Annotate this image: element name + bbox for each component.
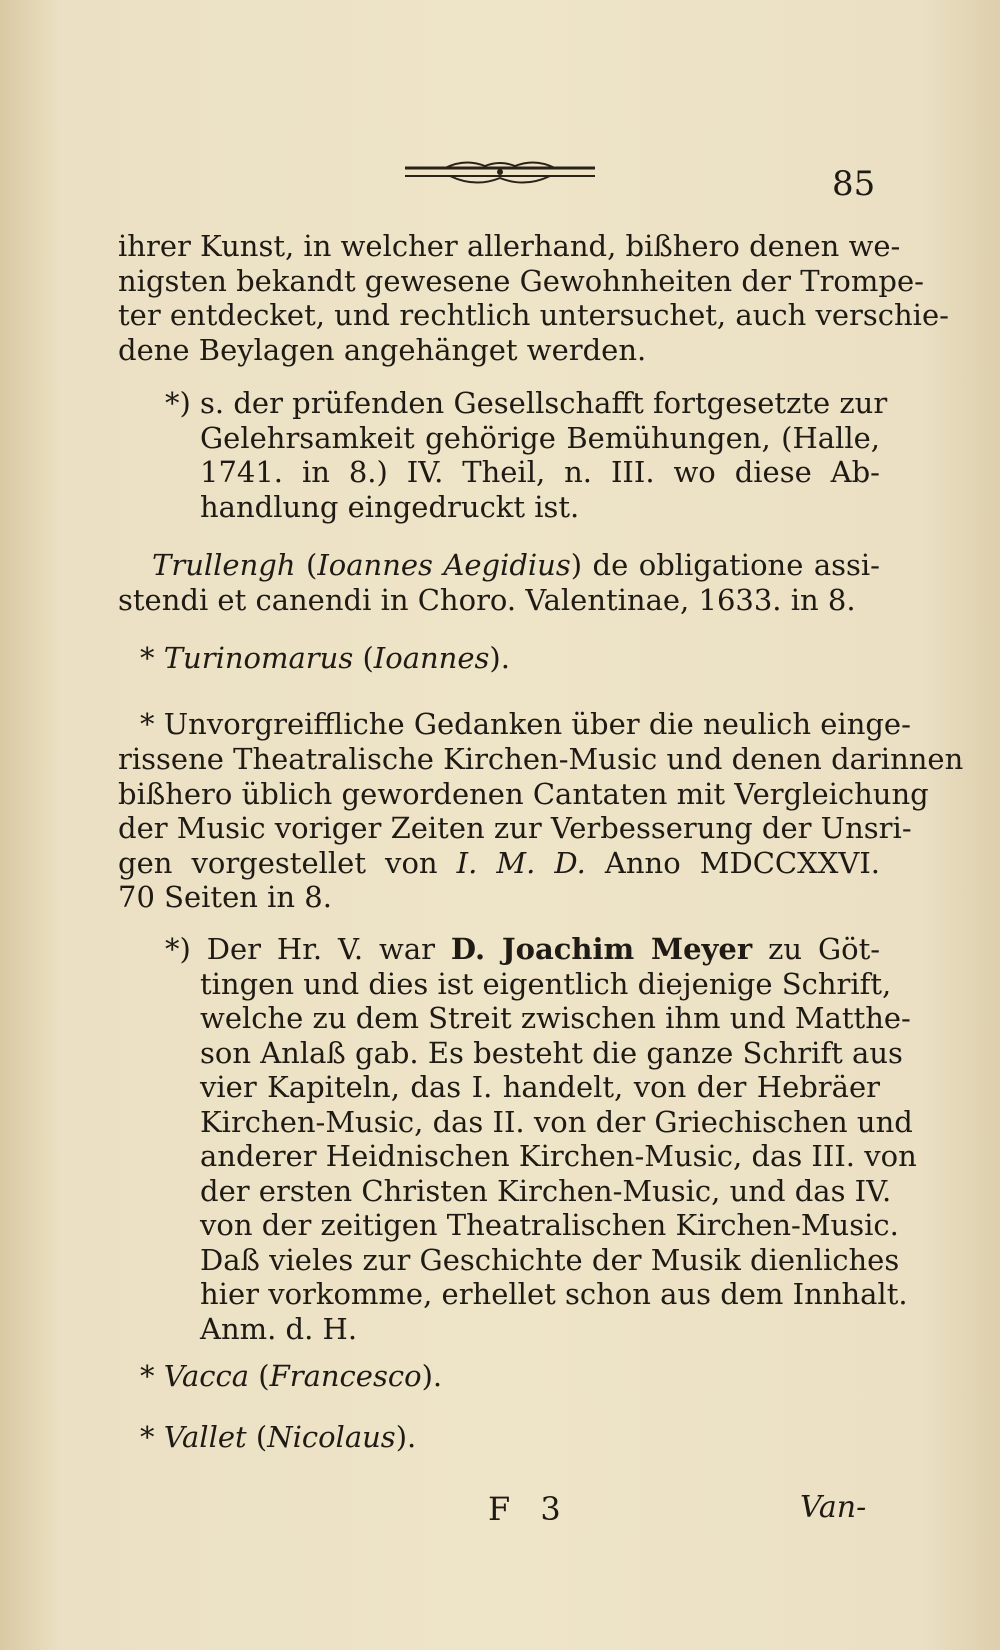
text-line: Gelehrsamkeit gehörige Bemühungen, (Halle, (200, 420, 880, 455)
author-name: Vallet (163, 1420, 247, 1454)
author-given-name: Ioannes (373, 641, 490, 675)
asterisk: * (140, 1420, 155, 1454)
text-segment: zu Göt- (768, 932, 881, 966)
text-line: vier Kapiteln, das I. handelt, von der Hebräer (200, 1070, 880, 1104)
text-line: welche zu dem Streit zwischen ihm und Matthe- (200, 1001, 911, 1035)
entry-vallet (140, 1420, 902, 1455)
author-initials: I. M. D. (456, 845, 586, 880)
text-line: *) s. der prüfenden Gesellschafft fortgesetzte zur (165, 386, 888, 420)
entry-trullengh (152, 548, 880, 583)
asterisk: * (140, 641, 155, 675)
text-line: Kirchen-Music, das II. von der Griechischen und (200, 1104, 913, 1139)
text-line: stendi et canendi in Choro. Valentinae, 1633. in 8. (118, 583, 856, 617)
author-given-name: Nicolaus (267, 1420, 396, 1454)
signature-mark: F 3 (488, 1490, 571, 1528)
footnote-1 (165, 386, 888, 524)
text-line: 70 Seiten in 8. (118, 880, 332, 914)
text-line: * Vallet (Nicolaus). (140, 1420, 417, 1454)
author-given-name: Ioannes Aegidius (317, 548, 571, 582)
text-line (165, 932, 880, 967)
text-line: nigsten bekandt gewesene Gewohnheiten der Trompe- (118, 263, 924, 298)
paragraph-continuation (118, 229, 949, 367)
catchword: Van- (800, 1490, 867, 1525)
text-line: 1741. in 8.) IV. Theil, n. III. wo diese Ab- (200, 455, 880, 489)
text-line: hier vorkomme, erhellet schon aus dem Innhalt. (200, 1277, 908, 1311)
footnote-2 (165, 932, 917, 1346)
decorative-rule-ornament-icon (405, 158, 595, 194)
person-name: D. Joachim Meyer (450, 932, 753, 966)
text-line: ihrer Kunst, in welcher allerhand, bißhero denen we- (118, 229, 901, 263)
text-line: handlung eingedruckt ist. (200, 489, 580, 524)
entry-trullengh-cont (118, 583, 880, 618)
entry-unvorgreiffliche (140, 707, 911, 742)
author-given-name: Francesco (269, 1359, 422, 1393)
author-name: Vacca (163, 1359, 250, 1393)
page-number: 85 (832, 164, 876, 204)
text-line: von der zeitigen Theatralischen Kirchen-Music. (200, 1208, 899, 1242)
text-segment: *) Der Hr. V. war (165, 932, 435, 966)
entry-vacca (140, 1359, 902, 1394)
text-line: Trullengh (Ioannes Aegidius) de obligatione assi- (152, 548, 880, 582)
author-name: Turinomarus (163, 641, 354, 675)
text-line: der ersten Christen Kirchen-Music, und das IV. (200, 1173, 892, 1208)
text-line: son Anlaß gab. Es besteht die ganze Schrift aus (200, 1035, 903, 1070)
text-line: * Turinomarus (Ioannes). (140, 641, 510, 675)
text-segment: Anno MDCCXXVI. (604, 845, 880, 880)
text-line: Anm. d. H. (200, 1311, 358, 1346)
text-line: * Unvorgreiffliche Gedanken über die neulich einge- (140, 707, 911, 741)
text-line: rissene Theatralische Kirchen-Music und denen darinnen (118, 742, 964, 776)
text-line: bißhero üblich gewordenen Cantaten mit Vergleichung (118, 776, 929, 811)
author-name: Trullengh (152, 548, 296, 582)
text-line: * Vacca (Francesco). (140, 1359, 443, 1393)
text-line: tingen und dies ist eigentlich diejenige Schrift, (200, 966, 892, 1001)
text-line: anderer Heidnischen Kirchen-Music, das III. von (200, 1139, 917, 1173)
title-text: de obligatione assi- (592, 548, 880, 582)
text-line: ter entdecket, und rechtlich untersuchet, auch verschie- (118, 298, 949, 332)
text-line: der Music voriger Zeiten zur Verbesserung der Unsri- (118, 811, 912, 845)
entry-turinomarus (140, 641, 902, 676)
text-line (118, 846, 880, 881)
text-segment: gen vorgestellet von (118, 845, 438, 880)
asterisk: * (140, 1359, 155, 1393)
text-line: dene Beylagen angehänget werden. (118, 332, 647, 367)
text-line: Daß vieles zur Geschichte der Musik dienliches (200, 1242, 900, 1277)
entry-unvorgreiffliche-cont (118, 742, 964, 915)
